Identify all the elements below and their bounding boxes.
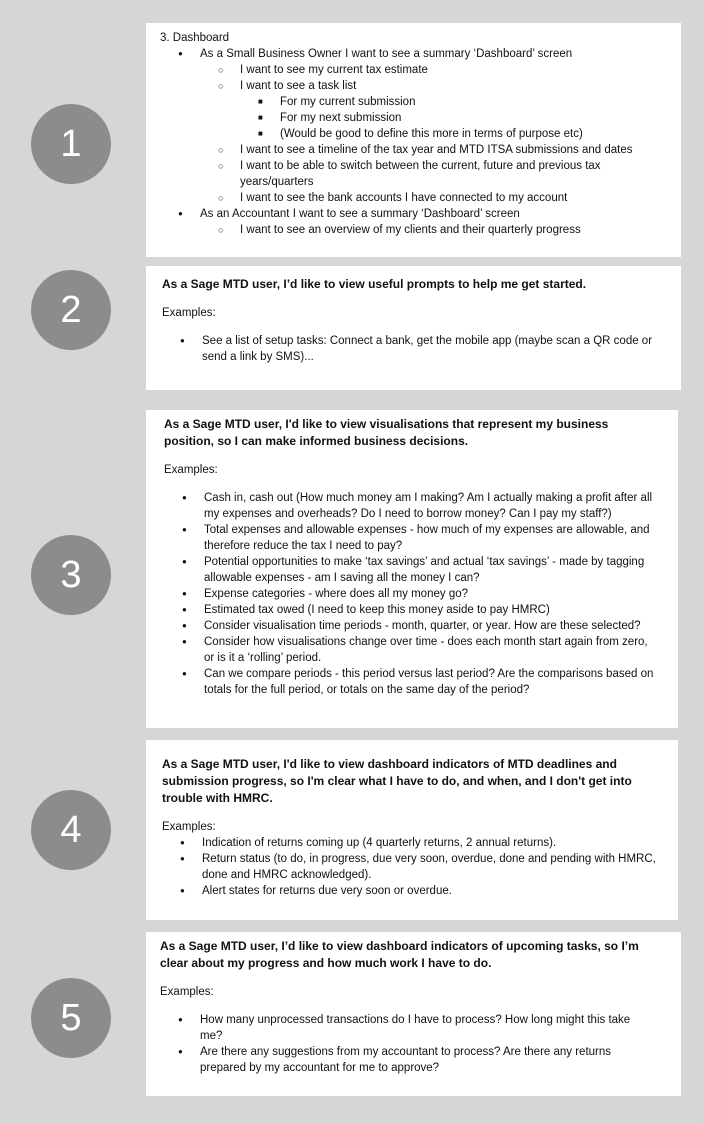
list-item: ■ (Would be good to define this more in terms of purpose etc) <box>240 126 669 142</box>
card-upcoming-tasks <box>146 932 681 1096</box>
card2-examples-label: Examples: <box>162 307 216 319</box>
list-item: ● Total expenses and allowable expenses - how much of my expenses are allowable, and therefore reduce the tax I need to pay? <box>164 522 660 554</box>
card5-examples-label: Examples: <box>160 986 214 998</box>
list-item: ○ I want to be able to switch between the current, future and previous tax years/quarters <box>200 158 669 190</box>
list-item: ● Indication of returns coming up (4 quarterly returns, 2 annual returns). <box>162 835 656 851</box>
list-item: ● Estimated tax owed (I need to keep this money aside to pay HMRC) <box>164 602 660 618</box>
card-mtd-deadlines <box>146 740 678 920</box>
list-item: ● Potential opportunities to make ‘tax savings’ and actual ‘tax savings’ - made by tagging allowable expenses - am I saving all the money I can? <box>164 554 660 586</box>
list-item: ● As a Small Business Owner I want to see a summary ‘Dashboard’ screen ○ I want to see my current tax estimate ○ I want to see a task list ■ For my current submission ■ For my next submission ■ (Would be good to define this more in terms of purpose etc) ○ I want to see a timeline of the tax year and MTD ITSA submissions and dates ○ I want to be able to switch between the current, future and previous tax years/quarters ○ I want to see the bank accounts I have connected to my account <box>160 46 669 206</box>
list-item: ● Consider visualisation time periods - month, quarter, or year. How are these selected? <box>164 618 660 634</box>
list-item: ● Cash in, cash out (How much money am I making? Am I actually making a profit after all my expenses and overheads? Do I need to borrow money? Can I pay my staff?) <box>164 490 660 522</box>
list-item: ● Alert states for returns due very soon or overdue. <box>162 883 656 899</box>
list-item: ● Can we compare periods - this period versus last period? Are the comparisons based on totals for the full period, or totals on the same day of the period? <box>164 666 660 698</box>
card-dashboard-requirements <box>146 23 681 257</box>
card3-examples-label: Examples: <box>164 464 218 476</box>
card2-title: As a Sage MTD user, I’d like to view useful prompts to help me get started. <box>162 277 587 291</box>
list-item: ○ I want to see an overview of my clients and their quarterly progress <box>200 222 669 238</box>
step-number-4: 4 <box>31 790 111 870</box>
card4-title: As a Sage MTD user, I'd like to view dashboard indicators of MTD deadlines and submission progress, so I'm clear what I have to do, and when, and I don't get into trouble with HMRC. <box>162 757 632 805</box>
list-item: ○ I want to see my current tax estimate <box>200 62 669 78</box>
list-item: ○ I want to see a task list ■ For my current submission ■ For my next submission ■ (Would be good to define this more in terms of purpose etc) <box>200 78 669 142</box>
list-item: ■ For my next submission <box>240 110 669 126</box>
card5-title: As a Sage MTD user, I’d like to view dashboard indicators of upcoming tasks, so I’m clear about my progress and how much work I have to do. <box>160 939 639 970</box>
list-item: ■ For my current submission <box>240 94 669 110</box>
card4-examples-label: Examples: <box>162 821 216 833</box>
card-visualisations <box>146 410 678 728</box>
list-item: ○ I want to see the bank accounts I have connected to my account <box>200 190 669 206</box>
list-item: ● As an Accountant I want to see a summary ‘Dashboard’ screen ○ I want to see an overview of my clients and their quarterly progress <box>160 206 669 238</box>
list-item: ● See a list of setup tasks: Connect a bank, get the mobile app (maybe scan a QR code or send a link by SMS)... <box>162 333 657 365</box>
list-item: ● Consider how visualisations change over time - does each month start again from zero, or is it a ‘rolling’ period. <box>164 634 660 666</box>
step-number-1: 1 <box>31 104 111 184</box>
step-number-3: 3 <box>31 535 111 615</box>
card3-title: As a Sage MTD user, I'd like to view visualisations that represent my business position, so I can make informed business decisions. <box>164 417 609 448</box>
step-number-5: 5 <box>31 978 111 1058</box>
list-item: ● Return status (to do, in progress, due very soon, overdue, done and pending with HMRC, done and HMRC acknowledged). <box>162 851 656 883</box>
list-item: ● How many unprocessed transactions do I have to process? How long might this take me? <box>160 1012 653 1044</box>
card1-heading: 3. Dashboard <box>160 32 230 44</box>
card-get-started-prompts <box>146 266 681 390</box>
step-number-2: 2 <box>31 270 111 350</box>
list-item: ● Expense categories - where does all my money go? <box>164 586 660 602</box>
list-item: ● Are there any suggestions from my accountant to process? Are there any returns prepared by my accountant for me to approve? <box>160 1044 653 1076</box>
list-item: ○ I want to see a timeline of the tax year and MTD ITSA submissions and dates <box>200 142 669 158</box>
